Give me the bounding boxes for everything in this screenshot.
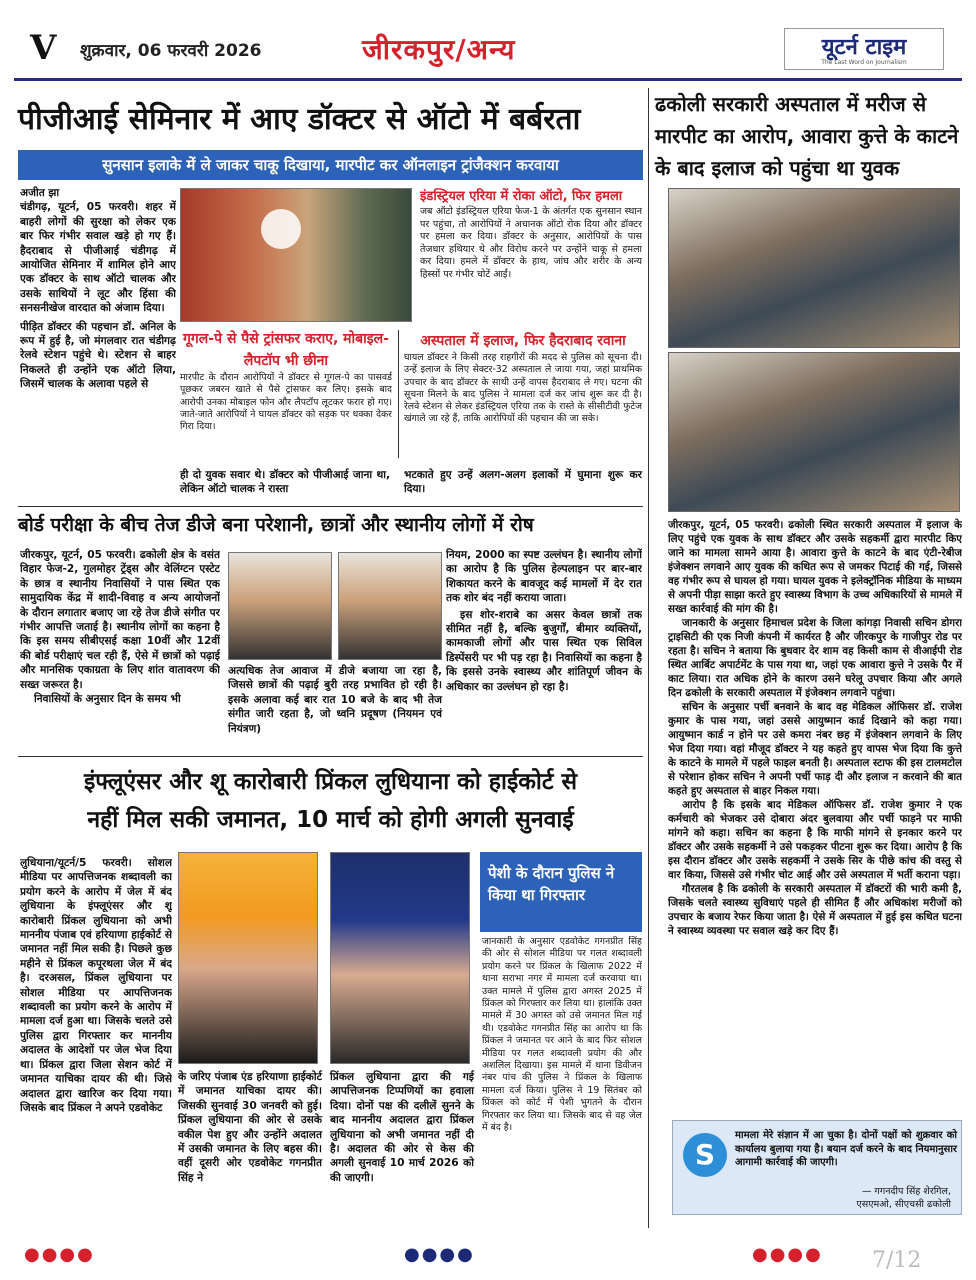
story2-column-2: अत्यधिक तेज आवाज में डीजे बजाया जा रहा है, जिससे छात्रों की पढ़ाई बुरी तरह प्रभावित हो रही है। इसके अलावा कई बार रात 10 बजे के बाद भी तेज संगीत जारी रहता है, जो ध्वनि प्रदूषण (नियमन एवं नियंत्रण) xyxy=(228,665,442,735)
story2-column-1 xyxy=(20,548,220,748)
box-divider xyxy=(398,330,399,458)
story1-box-3-body: घायल डॉक्टर ने किसी तरह राहगीरों की मदद से पुलिस को सूचना दी। उन्हें इलाज के लिए सेक्टर-32 अस्पताल ले जाया गया, जहां प्राथमिक उपचार के बाद डॉक्टर के साथी उन्हें वापस हैदराबाद ले गए। घटना की सूचना मिलने के बाद पुलिस ने मामला दर्ज कर जांच शुरू कर दी है। रेलवे स्टेशन से लेकर इंडस्ट्रियल एरिया तक के रास्ते के सीसीटीवी फुटेज खंगाले जा रहे हैं, ताकि आरोपियों की पहचान की जा सके। xyxy=(404,352,642,425)
column-divider xyxy=(648,88,649,1228)
story3-column-2: के जरिए पंजाब एंड हरियाणा हाईकोर्ट में जमानत याचिका दायर की। जिसकी सुनवाई 30 जनवरी को हुई। प्रिंकल लुधियाना की ओर से उसके वकील पेश हुए और उन्होंने अदालत में उसकी जमानत के लिए बहस की। वहीं दूसरी ओर एडवोकेट गगनप्रीत सिंह ने xyxy=(178,1071,322,1184)
story2-headline: बोर्ड परीक्षा के बीच तेज डीजे बना परेशानी, छात्रों और स्थानीय लोगों में रोष xyxy=(18,514,534,536)
story2-para-2: निवासियों के अनुसार दिन के समय भी xyxy=(34,693,181,706)
story1-box-3 xyxy=(404,330,642,458)
story4-body xyxy=(668,518,962,1118)
story4-quote: मामला मेरे संज्ञान में आ चुका है। दोनों पक्षों को शुक्रवार को कार्यालय बुलाया गया है। बयान दर्ज करने के बाद नियमानुसार आगामी कार्रवाई की जाएगी। xyxy=(735,1130,957,1168)
story3-headline-line-1: इंफ्लूएंसर और शू कारोबारी प्रिंकल लुधियाना को हाईकोर्ट से xyxy=(83,769,578,795)
story4-para-2: जानकारी के अनुसार हिमाचल प्रदेश के जिला कांगड़ा निवासी सचिन डोगरा ट्राइसिटी की एक निजी कंपनी में कार्यरत है और जीरकपुर के गाजीपुर रोड पर रहता है। सचिन ने बताया कि बुधवार देर शाम वह किसी काम से वीआईपी रोड स्थित आर्बिट अपार्टमेंट के पास गया था, जहां एक आवारा कुत्ते ने उसके पैर में काट लिया। रात अधिक होने के कारण उसने घरेलू उपचार किया और अगले दिन ढकोली के सरकारी अस्पताल में इंजेक्शन लगवाने पहुंचा। xyxy=(668,617,962,699)
story1-column-1 xyxy=(20,186,176,504)
story4-para-3: सचिन के अनुसार पर्ची बनवाने के बाद वह मेडिकल ऑफिसर डॉ. राजेश कुमार के पास गया, जहां उससे आयुष्मान कार्ड दिखाने को कहा गया। आयुष्मान कार्ड न होने पर उसे कमरा नंबर छह में इंजेक्शन लगवाने के लिए भेज दिया गया। वहां मौजूद डॉक्टर ने यह कहते हुए वापस भेज दिया कि कुत्ते के काटने के मामले में पहले फाइल बनती है। अस्पताल स्टाफ की इस टालमटोल से परेशान होकर सचिन ने अपनी पर्ची फाड़ दी और इलाज न करवाने की बात कहते हुए अस्पताल से बाहर निकल गया। xyxy=(668,701,962,797)
story1-box-1-head: इंडस्ट्रियल एरिया में रोका ऑटो, फिर हमला xyxy=(420,189,623,204)
quote-role: एसएमओ, सीएचसी ढकोली xyxy=(856,1199,951,1210)
story3-box-head: पेशी के दौरान पुलिस ने किया था गिरफ्तार xyxy=(480,852,642,932)
story2-photo-student-2 xyxy=(338,552,442,660)
masthead-rule xyxy=(14,78,962,81)
story3-headline xyxy=(18,763,643,839)
brand-logo xyxy=(784,28,944,70)
story3-photo-navy-turban xyxy=(330,852,470,1064)
footer-dots-right: ●●●● xyxy=(752,1244,823,1265)
story1-box-2 xyxy=(180,328,392,456)
quote-logo-icon: S xyxy=(683,1133,727,1177)
story1-para-2: पीड़ित डॉक्टर की पहचान डॉ. अनिल के रूप में हुई है, जो मंगलवार रात चंडीगढ़ रेलवे स्टेशन पहुंचे थे। स्टेशन से बाहर निकलते ही उन्होंने एक ऑटो लिया, जिसमें चालक के अलावा पहले से xyxy=(20,320,176,391)
story2-para-3: नियम, 2000 का स्पष्ट उल्लंघन है। स्थानीय लोगों का आरोप है कि पुलिस हेल्पलाइन पर बार-बार शिकायत करने के बावजूद कई मामलों में देर रात तक शोर बंद नहीं कराया जाता। xyxy=(446,549,642,605)
story4-headline: ढकोली सरकारी अस्पताल में मरीज से मारपीट का आरोप, आवारा कुत्ते के काटने के बाद इलाज को पहुंचा था युवक xyxy=(655,92,959,180)
story1-column-2: ही दो युवक सवार थे। डॉक्टर को पीजीआई जाना था, लेकिन ऑटो चालक ने रास्ता xyxy=(180,469,390,496)
issue-date: शुक्रवार, 06 फरवरी 2026 xyxy=(80,41,262,61)
story3-column-1: लुधियाना/यूटर्न/5 फरवरी। सोशल मीडिया पर आपत्तिजनक शब्दावली का प्रयोग करने के आरोप में जेल में बंद लुधियाना के इंफ्लूएंसर और शू कारोबारी प्रिंकल लुधियाना को अभी माननीय पंजाब एवं हरियाणा हाईकोर्ट से जमानत नहीं मिल सकी है। पिछले कुछ महीने से प्रिंकल कपूरथला जेल में बंद है। दरअसल, प्रिंकल लुधियाना पर सोशल मीडिया पर आपत्तिजनक शब्दावली का प्रयोग करने के आरोप में मामला दर्ज हुआ था। जिसके चलते उसे पुलिस द्वारा गिरफ्तार कर माननीय अदालत के आदेशों पर जेल भेज दिया था। प्रिंकल द्वारा जिला सेशन कोर्ट में जमानत याचिका दायर की थी। जिसे अदालत द्वारा खारिज कर दिया गया। जिसके बाद प्रिंकल ने अपने एडवोकेट xyxy=(20,857,172,1114)
story4-quote-attribution xyxy=(857,1185,951,1211)
story4-photo-hospital-1 xyxy=(668,188,960,348)
section-title: जीरकपुर/अन्य xyxy=(362,33,516,66)
story1-box-1 xyxy=(420,188,642,328)
story3-photo-orange-turban xyxy=(178,852,318,1064)
story2-column-3 xyxy=(446,548,642,748)
story2-para-4: इस शोर-शराबे का असर केवल छात्रों तक सीमित नहीं है, बल्कि बुजुर्गों, बीमार व्यक्तियों, कामकाजी लोगों और पास स्थित एक सिविल डिस्पेंसरी पर भी पड़ रहा है। निवासियों का कहना है कि इससे उनके स्वास्थ्य और शांतिपूर्ण जीवन के अधिकार का उल्लंघन हो रहा है। xyxy=(446,608,642,693)
story1-box-1-body: जब ऑटो इंडस्ट्रियल एरिया फेज-1 के अंतर्गत एक सुनसान स्थान पर पहुंचा, तो आरोपियों ने अचानक ऑटो रोक दिया और डॉक्टर पर हमला कर दिया। डॉक्टर के अनुसार, आरोपियों के पास तेजधार हथियार थे और विरोध करने पर उन्होंने चाकू से हमला कर दिया। हमले में डॉक्टर के हाथ, जांघ और शरीर के अन्य हिस्सों पर गंभीर चोटें आईं। xyxy=(420,206,642,280)
story-divider xyxy=(18,756,643,757)
story3-box-body: जानकारी के अनुसार एडवोकेट गगनप्रीत सिंह की ओर से सोशल मीडिया पर गलत शब्दावली प्रयोग करने पर प्रिंकल के खिलाफ 2022 में थाना सराभा नगर में मामला दर्ज करवाया था। उक्त मामले में पुलिस द्वारा अगस्त 2025 में प्रिंकल को गिरफ्तार कर लिया था। हालांकि उक्त मामले में 30 अगस्त को उसे जमानत मिल गई थी। एडवोकेट गगनप्रीत सिंह का आरोप था कि प्रिंकल ने जमानत पर आने के बाद फिर सोशल मीडिया पर गलत शब्दावली प्रयोग की और अशलिल दिखाया। इस मामले में थाना डिवीजन नंबर पांच की पुलिस ने प्रिंकल के खिलाफ मामला दर्ज किया। पुलिस ने 19 सितंबर को प्रिंकल को कोर्ट में पेशी भुगतने के दौरान गिरफ्तार कर लिया था। जिसके बाद से वह जेल में बंद है। xyxy=(482,936,642,1134)
story2-para-1: जीरकपुर, यूटर्न, 05 फरवरी। ढकोली क्षेत्र के वसंत विहार फेज-2, गुलमोहर ट्रेंड्स और वेलिंग्टन एस्टेट के छात्र व स्थानीय निवासियों ने पास स्थित एक सामुदायिक केंद्र में शादी-विवाह व अन्य आयोजनों के दौरान लगातार बजाए जा रहे तेज डीजे संगीत पर गंभीर आपत्ति जताई है। स्थानीय लोगों का कहना है कि इस समय सीबीएसई कक्षा 10वीं और 12वीं की बोर्ड परीक्षाएं चल रही हैं, ऐसे में छात्रों को पढ़ाई और मानसिक एकाग्रता के लिए शांत वातावरण की सख्त जरूरत है। xyxy=(20,549,220,691)
story1-photo-gate xyxy=(180,188,412,322)
story1-column-3: भटकाते हुए उन्हें अलग-अलग इलाकों में घुमाना शुरू कर दिया। xyxy=(404,469,642,496)
footer-dots-mid: ●●●● xyxy=(404,1244,475,1265)
footer-dots-left: ●●●● xyxy=(24,1244,95,1265)
v-logo: V xyxy=(30,28,57,68)
story1-box-2-head: गूगल-पे से पैसे ट्रांसफर कराए, मोबाइल-लैपटॉप भी छीना xyxy=(183,331,389,369)
story1-headline: पीजीआई सेमिनार में आए डॉक्टर से ऑटो में बर्बरता xyxy=(18,102,581,137)
story2-photo-student-1 xyxy=(228,552,332,660)
story4-para-5: गौरतलब है कि ढकोली के सरकारी अस्पताल में डॉक्टरों की भारी कमी है, जिसके चलते स्वास्थ्य सुविधाएं पहले ही सीमित हैं और अधिकांश मरीजों को उपचार के बजाय रेफर किया जाता है। ऐसे में अस्पताल में हुई इस कथित घटना ने स्वास्थ्य व्यवस्था पर सवाल खड़े कर दिए हैं। xyxy=(668,883,962,937)
story3-column-3: प्रिंकल लुधियाना द्वारा की गई आपत्तिजनक टिप्पणियों का हवाला दिया। दोनों पक्ष की दलीलें सुनने के बाद माननीय अदालत द्वारा प्रिंकल लुधियाना को अभी जमानत नहीं दी है। अदालत की ओर से केस की अगली सुनवाई 10 मार्च 2026 को की जाएगी। xyxy=(330,1071,474,1184)
story4-photo-hospital-2 xyxy=(668,352,960,512)
brand-tagline: The Last Word on Journalism xyxy=(821,59,907,66)
quote-author: — गगनदीप सिंह शेरगिल, xyxy=(862,1186,951,1197)
story4-quote-box xyxy=(672,1120,962,1215)
story1-subheadline: सुनसान इलाके में ले जाकर चाकू दिखाया, मारपीट कर ऑनलाइन ट्रांजैक्शन करवाया xyxy=(18,150,643,180)
brand-name: यूटर्न टाइम xyxy=(821,35,907,60)
story1-box-2-body: मारपीट के दौरान आरोपियों ने डॉक्टर से गूगल-पे का पासवर्ड पूछकर जबरन खाते से पैसे ट्रांसफर कर लिए। इसके बाद आरोपी उनका मोबाइल फोन और लैपटॉप लूटकर फरार हो गए। जाते-जाते आरोपियों ने घायल डॉक्टर को सड़क पर धक्का देकर गिरा दिया। xyxy=(180,372,392,433)
story1-byline: अजीत झा xyxy=(20,187,60,199)
page-number: 7/12 xyxy=(872,1248,922,1273)
story4-para-4: आरोप है कि इसके बाद मेडिकल ऑफिसर डॉ. राजेश कुमार ने एक कर्मचारी को भेजकर उसे दोबारा अंदर बुलवाया और पर्ची फाड़ने पर माफी मांगने को कहा। सचिन का कहना है कि माफी मांगने से इनकार करने पर डॉक्टर और उसके सहकर्मी ने उसे पकड़कर पीटना शुरू कर दिया। आरोप है कि इस दौरान डॉक्टर और उसके सहकर्मी ने उसके सिर के पीछे कांच की वस्तु से वार किया, जिससे उसे गंभीर चोट आई और उसे अस्पताल में भर्ती कराना पड़ा। xyxy=(668,799,962,881)
story1-para-1: चंडीगढ़, यूटर्न, 05 फरवरी। शहर में बाहरी लोगों की सुरक्षा को लेकर एक बार फिर गंभीर सवाल खड़े हो गए हैं। हैदराबाद से पीजीआई चंडीगढ़ में आयोजित सेमिनार में शामिल होने आए एक डॉक्टर के साथ ऑटो चालक और उसके साथियों ने लूट और हिंसा की सनसनीखेज वारदात को अंजाम दिया। xyxy=(20,201,176,315)
story3-headline-line-2: नहीं मिल सकी जमानत, 10 मार्च को होगी अगली सुनवाई xyxy=(87,807,574,833)
story-divider xyxy=(18,506,643,507)
story4-para-1: जीरकपुर, यूटर्न, 05 फरवरी। ढकोली स्थित सरकारी अस्पताल में इलाज के लिए पहुंचे एक युवक के साथ डॉक्टर और उसके सहकर्मी द्वारा मारपीट किए जाने का मामला सामने आया है। आवारा कुत्ते के काटने के बाद एंटी-रेबीज इंजेक्शन लगवाने आए युवक की कथित रूप से जमकर पिटाई की गई, जिससे वह गंभीर रूप से घायल हो गया। घायल युवक ने इलेक्ट्रॉनिक मीडिया के माध्यम से अपनी पीड़ा साझा करते हुए स्वास्थ्य विभाग के उच्च अधिकारियों से मामले में सख्त कार्रवाई की मांग की है। xyxy=(668,519,962,615)
story1-box-3-head: अस्पताल में इलाज, फिर हैदराबाद रवाना xyxy=(420,333,626,349)
